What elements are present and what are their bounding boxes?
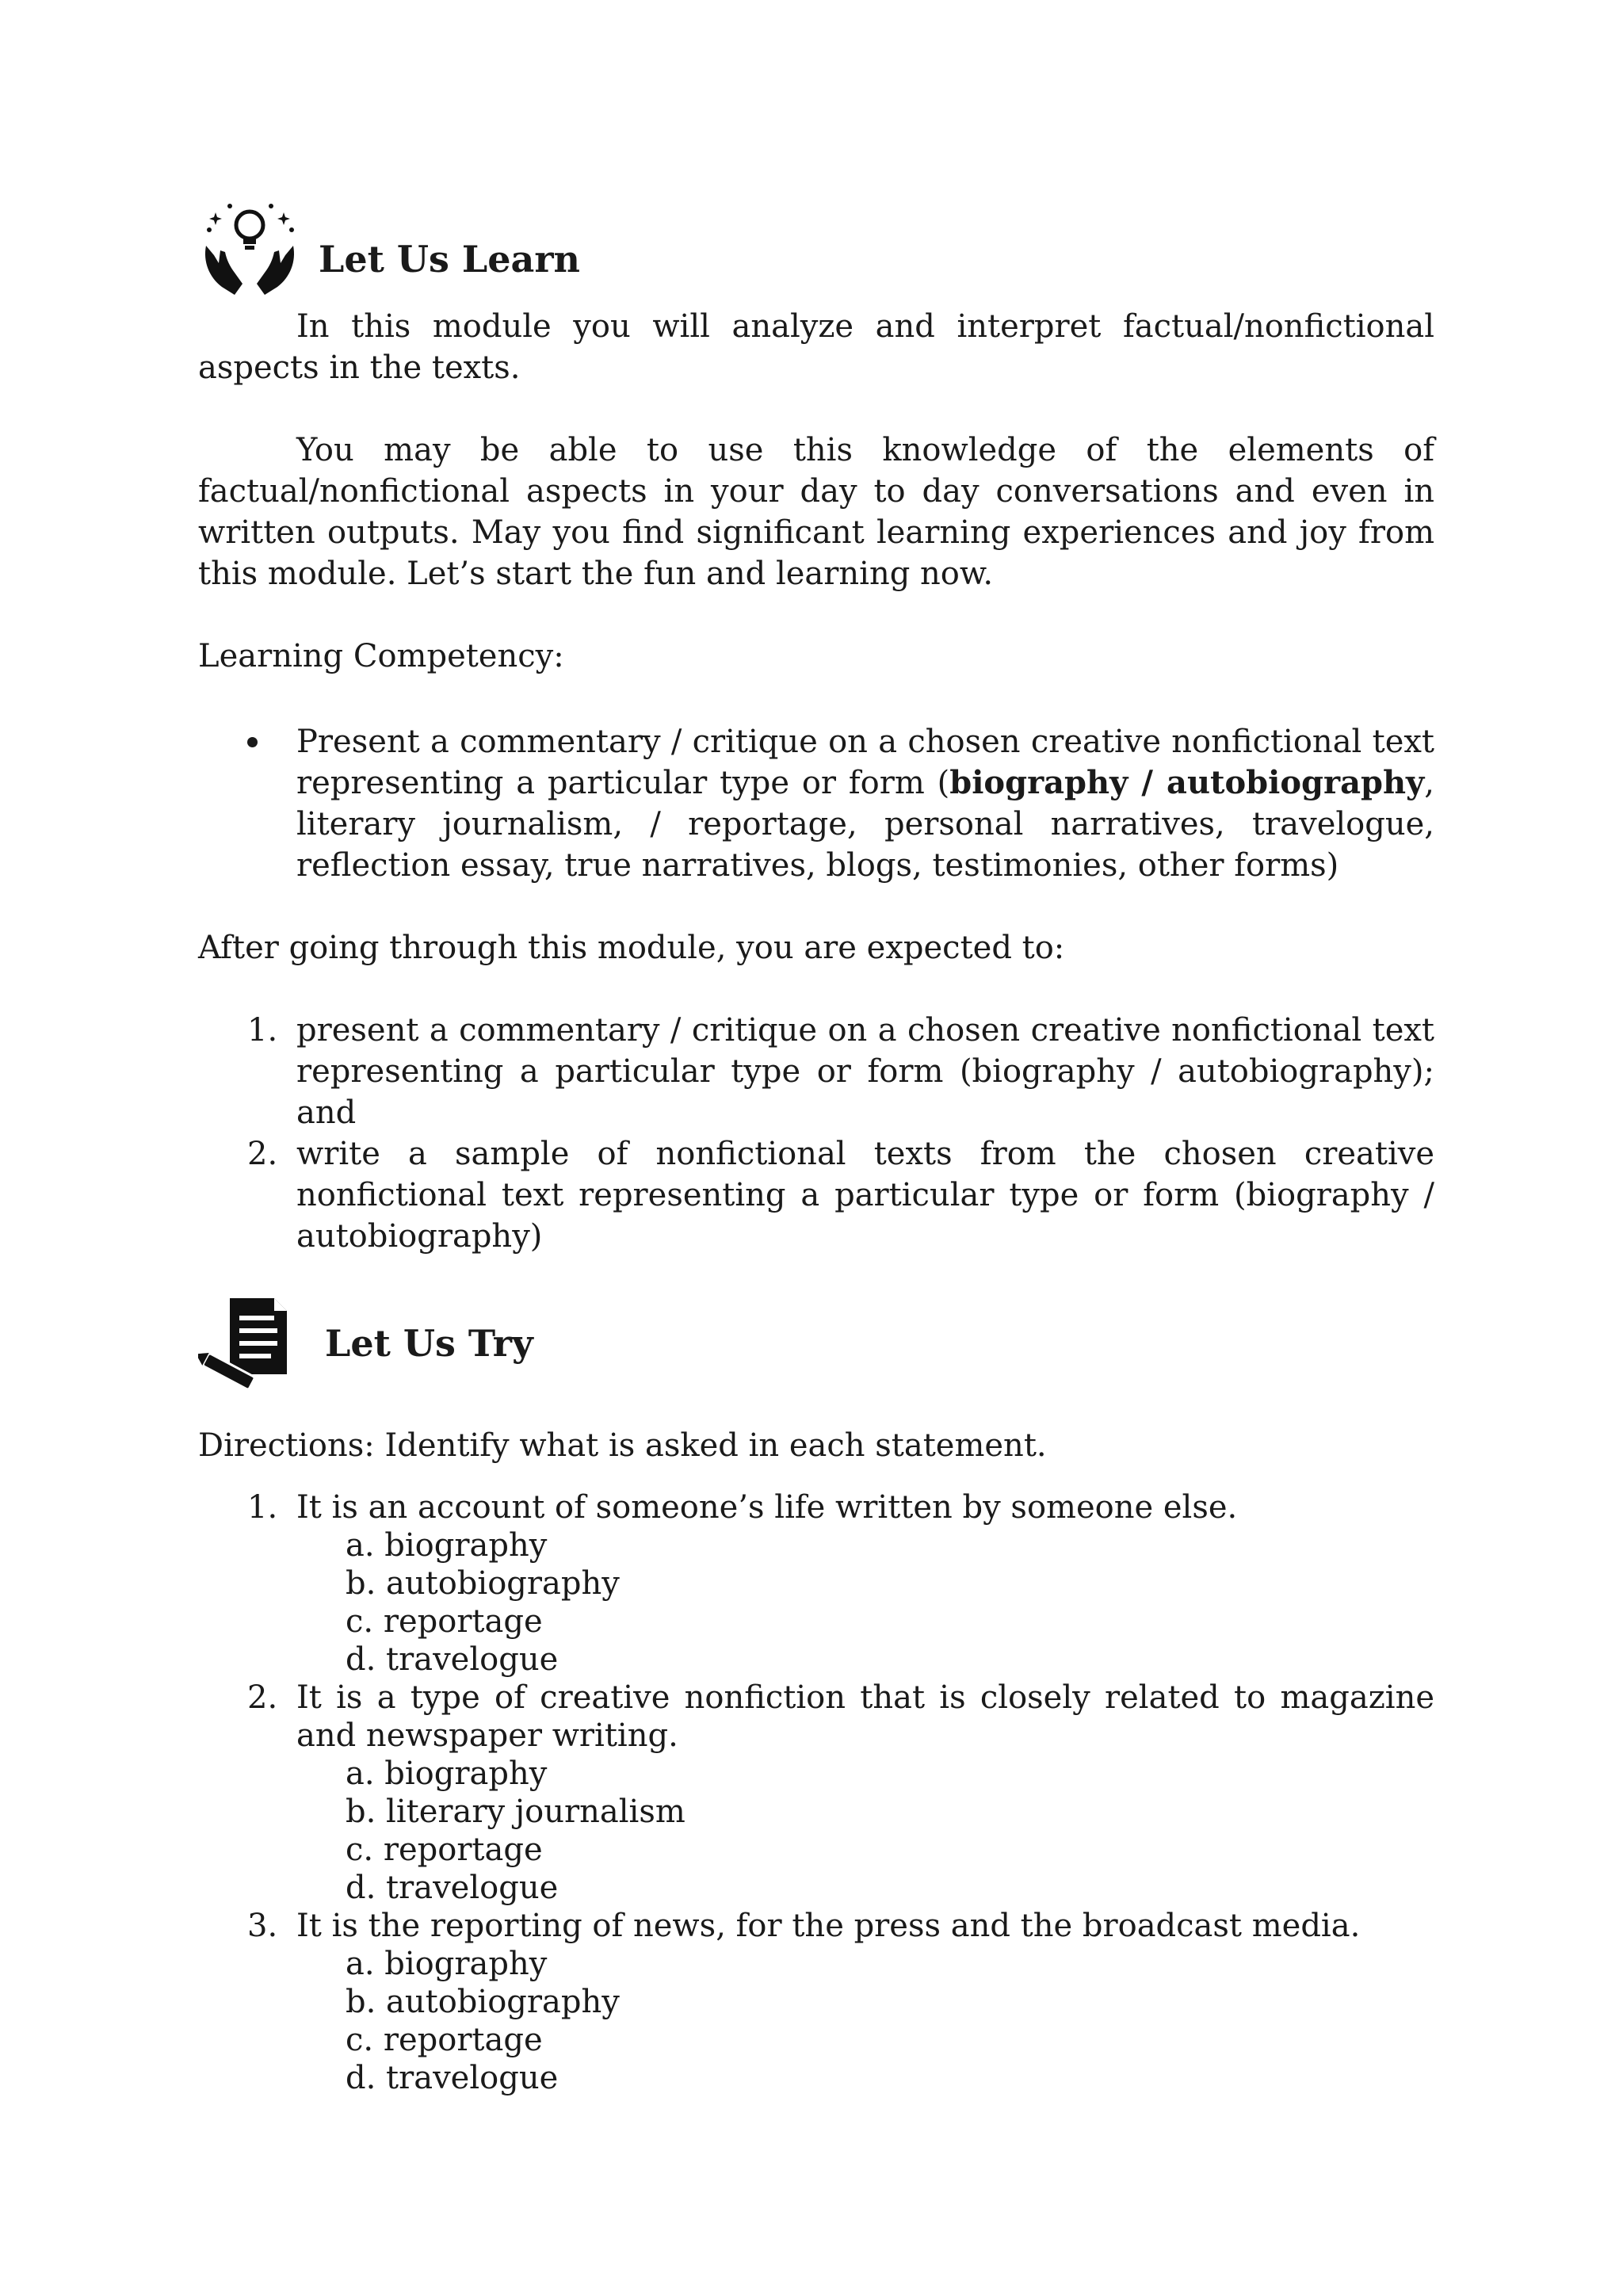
let-us-learn-header — [198, 198, 1434, 301]
question-stem: It is a type of creative nonfiction that is closely related to magazine and newspaper writing. — [296, 1679, 1434, 1754]
question-number: 3. — [247, 1908, 278, 1944]
intro-paragraph-1: In this module you will analyze and interpret factual/nonfictional aspects in the texts. — [198, 308, 1434, 386]
let-us-try-header — [198, 1292, 1434, 1395]
intro-paragraph-2: You may be able to use this knowledge of the elements of factual/nonfictional aspects in your day to day conversations and even in written outputs. May you find significant learning experiences and joy from this module. Let’s start the fun and learning now. — [198, 432, 1434, 592]
choice: b. literary journalism — [346, 1794, 685, 1830]
choice: c. reportage — [346, 1832, 543, 1868]
competency-text-bold: biography / autobiography — [949, 764, 1425, 801]
choice: b. autobiography — [346, 1565, 620, 1602]
choices-list — [296, 1526, 1434, 1679]
choice: a. biography — [346, 1755, 548, 1792]
question-stem: It is an account of someone’s life written by someone else. — [296, 1489, 1238, 1526]
objective-item — [198, 1133, 1434, 1257]
objective-text: present a commentary / critique on a chosen creative nonfictional text representing a particular type or form (biography / autobiography); and — [296, 1012, 1434, 1131]
learning-competency-label: Learning Competency: — [198, 638, 564, 674]
module-page — [198, 198, 1434, 2097]
choice: d. travelogue — [346, 2060, 559, 2096]
directions: Directions: Identify what is asked in each statement. — [198, 1427, 1047, 1464]
choice: a. biography — [346, 1527, 548, 1564]
question-number: 1. — [247, 1489, 278, 1526]
competency-item — [198, 721, 1434, 886]
choice: a. biography — [346, 1946, 548, 1982]
objective-number: 2. — [247, 1136, 278, 1172]
question-item — [198, 1907, 1434, 2097]
competency-text-before: Present a commentary / critique on a chosen creative nonfictional text representing a particular type or form ( — [296, 724, 1434, 801]
objective-number: 1. — [247, 1012, 278, 1049]
competency-list — [198, 721, 1434, 886]
choices-list — [296, 1945, 1434, 2097]
question-item — [198, 1679, 1434, 1907]
choice: c. reportage — [346, 2022, 543, 2058]
question-item — [198, 1488, 1434, 1679]
questions-list — [198, 1488, 1434, 2097]
objectives-list — [198, 1010, 1434, 1257]
choice: d. travelogue — [346, 1641, 559, 1678]
let-us-learn-heading: Let Us Learn — [319, 238, 580, 281]
choices-list — [296, 1755, 1434, 1907]
document-pencil-icon — [198, 1292, 301, 1395]
hands-lightbulb-icon — [198, 198, 301, 301]
choice: c. reportage — [346, 1603, 543, 1640]
choice: b. autobiography — [346, 1984, 620, 2020]
expected-label: After going through this module, you are expected to: — [198, 930, 1065, 966]
bullet-icon — [247, 737, 258, 747]
question-number: 2. — [247, 1679, 278, 1716]
question-stem: It is the reporting of news, for the press and the broadcast media. — [296, 1908, 1361, 1944]
objective-text: write a sample of nonfictional texts from the chosen creative nonfictional text representing a particular type or form (biography / autobiography) — [296, 1136, 1434, 1255]
let-us-try-heading: Let Us Try — [325, 1322, 533, 1365]
choice: d. travelogue — [346, 1870, 559, 1906]
objective-item — [198, 1010, 1434, 1133]
competency-text-after: , literary journalism, / reportage, personal narratives, travelogue, reflection essay, true narratives, blogs, testimonies, other forms) — [296, 765, 1434, 884]
